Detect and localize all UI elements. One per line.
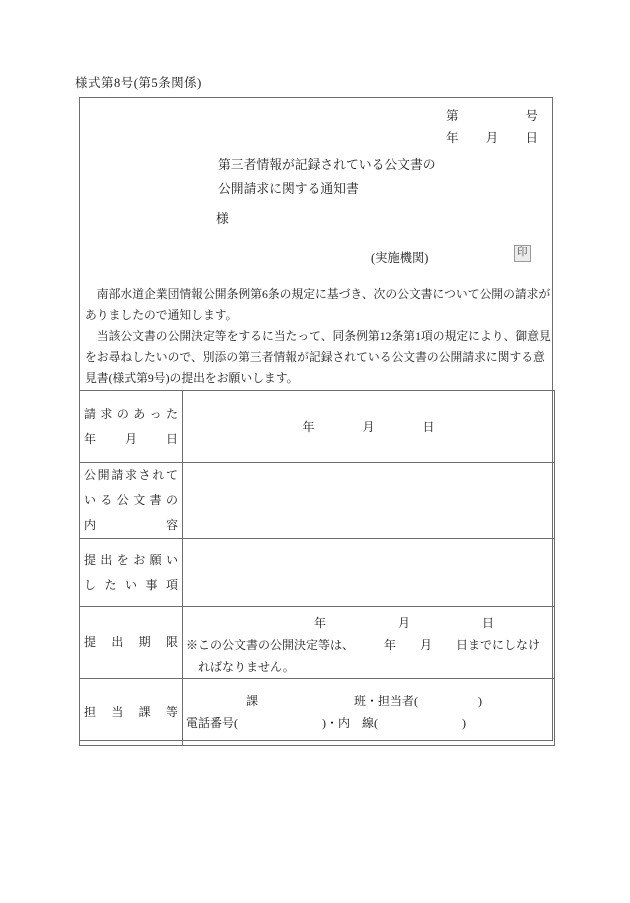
body-line: 見書(様式第9号)の提出をお願いします。 [85, 371, 299, 385]
addressee-label: 様 [216, 212, 229, 226]
form-fields-table [79, 390, 555, 746]
date-day-label: 日 [525, 131, 538, 145]
field-label-request-date [80, 391, 183, 463]
field-label-line: 請求のあった [84, 406, 178, 421]
field-label-line: したい事項 [84, 577, 178, 592]
body-text [85, 284, 551, 389]
body-line: 南部水道企業団情報公開条例第6条の規定に基づき、次の公文書について公開の請求が [85, 287, 551, 301]
body-line: ありましたので通知します。 [85, 308, 238, 322]
field-value-requested-items [183, 539, 555, 607]
table-row-submission-deadline [80, 607, 555, 679]
document-title-line1: 第三者情報が記録されている公文書の [218, 158, 436, 172]
field-label-submission-deadline [80, 607, 183, 679]
phone-extension-line: 電話番号( )・内 線( ) [186, 716, 466, 730]
field-value-request-date: 年 月 日 [183, 391, 555, 463]
date-year-label: 年 [446, 131, 459, 145]
field-value-document-content [183, 463, 555, 539]
body-line: をお尋ねしたいので、別添の第三者情報が記録されている公文書の公開請求に関する意 [85, 350, 545, 364]
section-staff-line: 課 班・担当者( ) [186, 694, 482, 708]
field-label-document-content [80, 463, 183, 539]
field-value-submission-deadline [183, 607, 555, 679]
field-label-line: いる公文書の [84, 493, 178, 507]
table-row-requested-items [80, 539, 555, 607]
document-number-prefix: 第 [446, 109, 459, 123]
field-label-line: 提出期限 [84, 635, 178, 649]
field-label-line: 年月日 [84, 431, 178, 446]
seal-stamp-icon: 印 [514, 245, 531, 262]
form-border-box [79, 97, 553, 741]
deadline-date-line: 年 月 日 [314, 616, 495, 630]
field-label-line: 提出をお願い [84, 552, 178, 567]
issuing-agency-label: (実施機関) [371, 251, 429, 265]
field-label-responsible-section [80, 679, 183, 746]
form-code: 様式第8号(第5条関係) [75, 76, 202, 90]
table-row-responsible-section [80, 679, 555, 746]
document-number-line [446, 106, 538, 124]
table-row-document-content [80, 463, 555, 539]
field-label-line: 担当課等 [84, 704, 178, 719]
deadline-note-line2: ればなりません。 [186, 660, 295, 674]
document-title [218, 153, 436, 201]
field-label-line: 内容 [84, 518, 178, 532]
field-label-line: 公開請求されて [84, 468, 178, 482]
field-label-requested-items [80, 539, 183, 607]
field-value-responsible-section [183, 679, 555, 746]
document-title-line2: 公開請求に関する通知書 [218, 182, 359, 196]
table-row-request-date [80, 391, 555, 463]
document-number-suffix: 号 [525, 109, 538, 123]
body-line: 当該公文書の公開決定等をするに当たって、同条例第12条第1項の規定により、御意見 [85, 329, 551, 343]
document-date-line [446, 128, 538, 146]
deadline-note-line1: ※この公文書の公開決定等は、 年 月 日までにしなけ [186, 638, 541, 652]
date-month-label: 月 [485, 131, 499, 145]
